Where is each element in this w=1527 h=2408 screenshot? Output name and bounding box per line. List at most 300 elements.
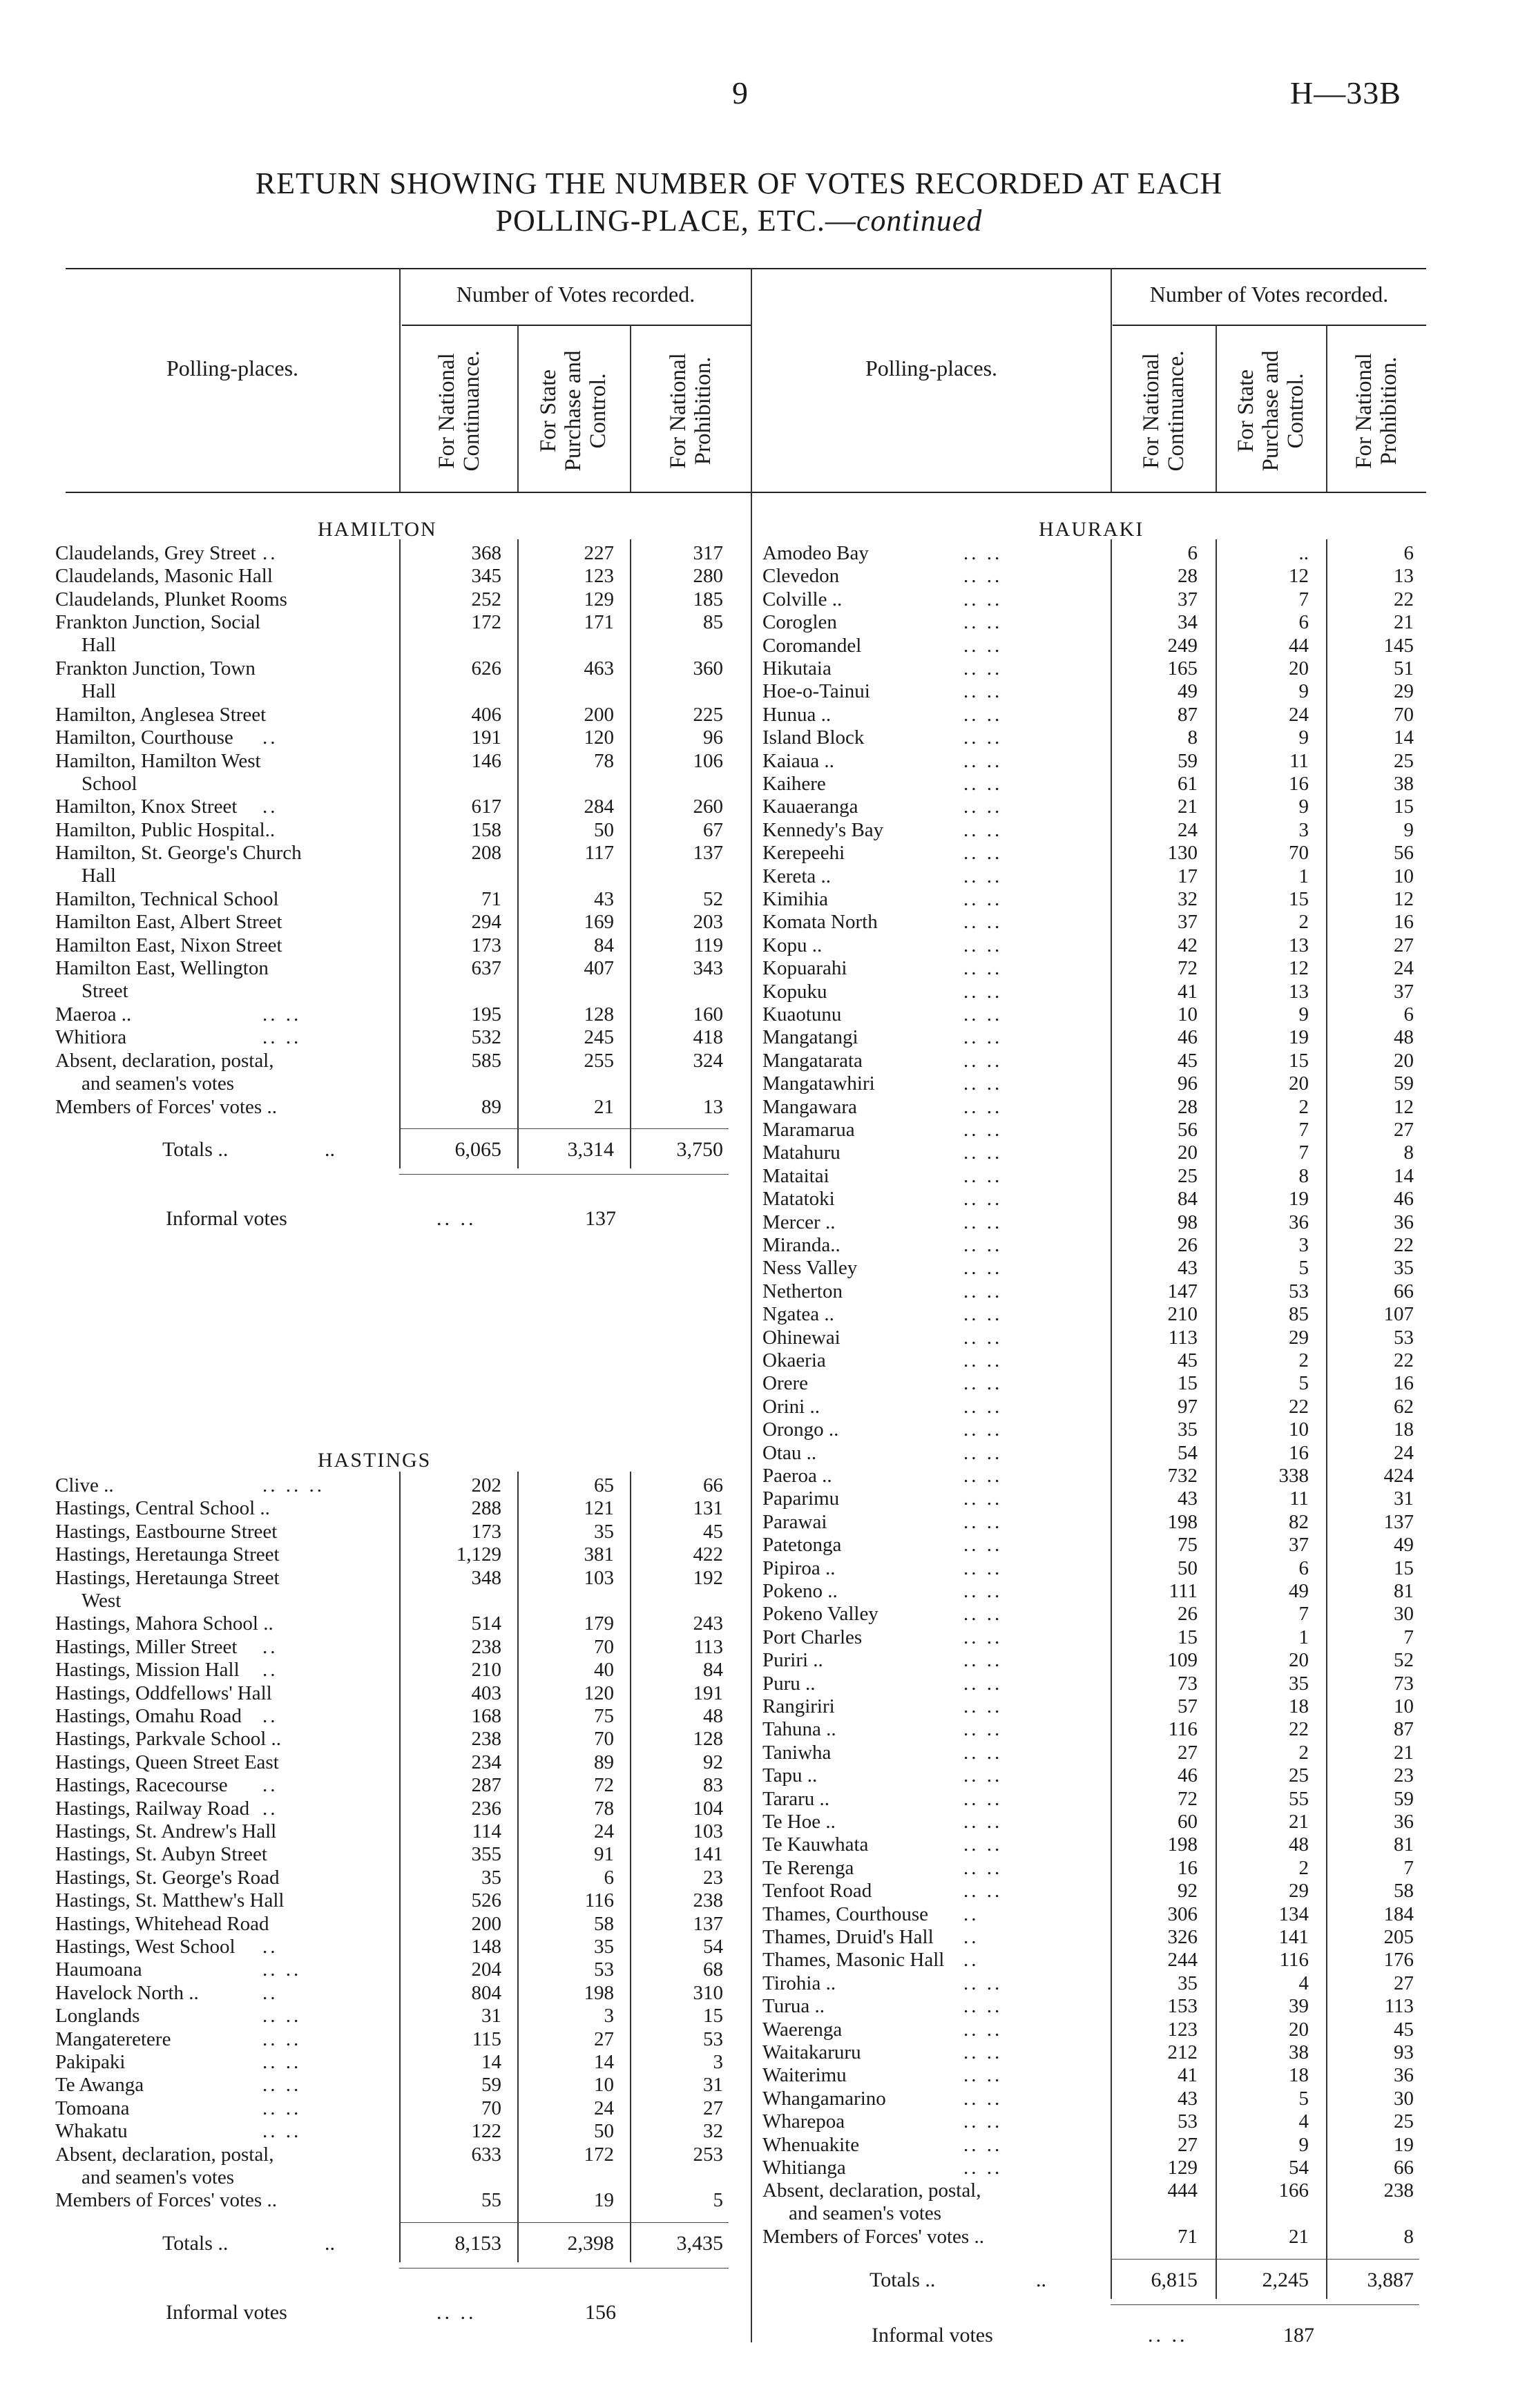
votes-state-purchase: 22: [1289, 1718, 1309, 1741]
leader-dots: .. ..: [963, 1649, 1003, 1672]
leader-dots: .. ..: [963, 2110, 1003, 2133]
number-of-votes-header-left: Number of Votes recorded.: [456, 282, 695, 307]
table-row: [55, 1521, 736, 1543]
totals-bottom-rule: [1111, 2304, 1419, 2305]
votes-national-prohibition: 81: [1394, 1833, 1414, 1856]
votes-state-purchase: 9: [1298, 680, 1309, 703]
votes-state-purchase: 40: [594, 1659, 614, 1682]
leader-dots: .. ..: [963, 749, 1003, 772]
votes-national-continuance: 585: [471, 1049, 501, 1072]
table-row: [55, 2028, 736, 2051]
votes-national-continuance: 123: [1167, 2018, 1198, 2041]
polling-place-name: Pipiroa ..: [762, 1557, 836, 1579]
votes-national-prohibition: 19: [1394, 2133, 1414, 2156]
totals-rule: [399, 1128, 729, 1129]
section-heading-hastings: HASTINGS: [318, 1449, 432, 1472]
polling-place-name: Paeroa ..: [762, 1465, 832, 1487]
votes-state-purchase: 70: [594, 1635, 614, 1658]
votes-national-continuance: 326: [1167, 1926, 1198, 1948]
votes-state-purchase: 227: [584, 542, 614, 564]
leader-dots: .. ..: [963, 818, 1003, 841]
votes-national-continuance: 122: [471, 2120, 501, 2143]
votes-state-purchase: 407: [584, 957, 614, 980]
votes-national-continuance: 71: [481, 888, 501, 910]
votes-national-prohibition: 185: [693, 588, 723, 610]
polling-place-name: Tahuna ..: [762, 1718, 836, 1741]
votes-state-purchase: 18: [1289, 2064, 1309, 2087]
votes-national-continuance: 238: [471, 1635, 501, 1658]
polling-place-name: Hastings, Racecourse: [55, 1774, 228, 1797]
total-national-prohibition: 3,435: [676, 2231, 723, 2255]
votes-state-purchase: 78: [594, 1797, 614, 1820]
votes-state-purchase: 2: [1298, 1095, 1309, 1118]
document-code: H—33B: [1290, 75, 1401, 110]
votes-national-continuance: 45: [1178, 1349, 1198, 1371]
table-row: [55, 1497, 736, 1520]
leader-dots: .. ..: [963, 980, 1003, 1003]
votes-national-continuance: 59: [481, 2074, 501, 2097]
polling-place-name: Hastings, West School: [55, 1936, 236, 1958]
votes-national-prohibition: 31: [1394, 1487, 1414, 1510]
column-rule: [1111, 539, 1112, 2299]
polling-place-name: Members of Forces' votes ..: [55, 1095, 277, 1118]
votes-state-purchase: 381: [584, 1543, 614, 1566]
polling-place-name: Hastings, Whitehead Road: [55, 1912, 269, 1935]
table-row: [55, 934, 736, 957]
votes-national-prohibition: 238: [1383, 2179, 1414, 2202]
votes-state-purchase: 200: [584, 703, 614, 726]
polling-place-name: Pokeno Valley: [762, 1603, 878, 1626]
votes-national-prohibition: 119: [693, 934, 723, 956]
polling-place-name: Hastings, Heretaunga Street: [55, 1566, 280, 1589]
polling-place-name: Mangateretere: [55, 2027, 171, 2050]
votes-state-purchase: 29: [1289, 1880, 1309, 1903]
informal-votes-dots: .. ..: [436, 1207, 477, 1230]
votes-national-continuance: 146: [471, 749, 501, 772]
polling-place-name: Clevedon: [762, 565, 840, 588]
votes-national-prohibition: 10: [1394, 1695, 1414, 1717]
polling-place-name: Orere: [762, 1372, 809, 1395]
votes-national-continuance: 37: [1178, 588, 1198, 610]
votes-national-prohibition: 3: [713, 2051, 723, 2073]
votes-national-continuance: 249: [1167, 634, 1198, 657]
votes-national-prohibition: 32: [703, 2120, 723, 2143]
votes-national-prohibition: 106: [693, 749, 723, 772]
votes-state-purchase: 5: [1298, 1372, 1309, 1395]
votes-national-prohibition: 52: [1394, 1649, 1414, 1672]
polling-place-name: Tenfoot Road: [762, 1880, 872, 1903]
table-row: [55, 1566, 736, 1612]
votes-national-continuance: 35: [481, 1866, 501, 1889]
votes-national-continuance: 191: [471, 726, 501, 749]
votes-state-purchase: 2: [1298, 1856, 1309, 1879]
votes-state-purchase: 10: [1289, 1418, 1309, 1441]
table-row: [55, 657, 736, 702]
votes-national-continuance: 617: [471, 796, 501, 818]
polling-place-name: Hastings, Heretaunga Street: [55, 1543, 280, 1566]
informal-votes-label: Informal votes: [872, 2323, 993, 2347]
leader-dots: .. ..: [262, 2005, 302, 2027]
table-row: [55, 726, 736, 749]
votes-state-purchase: 179: [584, 1612, 614, 1635]
votes-state-purchase: 16: [1289, 773, 1309, 795]
votes-national-prohibition: 310: [693, 1981, 723, 2004]
votes-state-purchase: 53: [594, 1958, 614, 1981]
polling-place-name: Orini ..: [762, 1395, 820, 1418]
table-row: [55, 1096, 736, 1119]
votes-state-purchase: 116: [1279, 1949, 1309, 1972]
polling-place-name: Waerenga: [762, 2018, 843, 2041]
table-row: [55, 957, 736, 1003]
leader-dots: .. ..: [963, 1510, 1003, 1533]
votes-national-prohibition: 24: [1394, 957, 1414, 980]
votes-national-continuance: 252: [471, 588, 501, 610]
votes-national-continuance: 348: [471, 1566, 501, 1589]
votes-national-continuance: 200: [471, 1912, 501, 1935]
leader-dots: ..: [262, 1635, 278, 1658]
votes-national-prohibition: 103: [693, 1820, 723, 1842]
leader-dots: .. .. ..: [262, 1474, 325, 1496]
votes-national-prohibition: 27: [703, 2097, 723, 2119]
polling-place-name: Hamilton, Courthouse: [55, 726, 233, 749]
leader-dots: .. ..: [963, 1764, 1003, 1787]
votes-state-purchase: 11: [1289, 1487, 1309, 1510]
votes-state-purchase: 20: [1289, 1649, 1309, 1672]
leader-dots: .. ..: [963, 1234, 1003, 1256]
total-national-continuance: 6,065: [454, 1138, 501, 1161]
total-national-continuance: 6,815: [1151, 2268, 1198, 2291]
votes-national-prohibition: 176: [1383, 1949, 1414, 1972]
votes-national-prohibition: 184: [1383, 1903, 1414, 1925]
votes-national-continuance: 198: [1167, 1510, 1198, 1533]
votes-national-prohibition: 21: [1394, 611, 1414, 634]
votes-state-purchase: 8: [1298, 1164, 1309, 1187]
header-top-rule: [66, 268, 1426, 269]
votes-national-continuance: 403: [471, 1682, 501, 1704]
leader-dots: .. ..: [963, 2133, 1003, 2156]
votes-state-purchase: 141: [1278, 1926, 1309, 1948]
votes-state-purchase: 54: [1289, 2157, 1309, 2179]
votes-national-prohibition: 203: [693, 911, 723, 934]
votes-national-continuance: 41: [1178, 980, 1198, 1003]
votes-national-prohibition: 145: [1383, 634, 1414, 657]
votes-national-prohibition: 68: [703, 1958, 723, 1981]
votes-state-purchase: 48: [1289, 1833, 1309, 1856]
votes-national-prohibition: 6: [1403, 1003, 1414, 1025]
votes-national-continuance: 130: [1167, 842, 1198, 865]
votes-state-purchase: 103: [584, 1566, 614, 1589]
votes-national-continuance: 116: [1168, 1718, 1198, 1741]
votes-national-continuance: 637: [471, 957, 501, 980]
votes-national-continuance: 6: [1187, 542, 1198, 564]
polling-place-name: Frankton Junction, Social: [55, 611, 261, 634]
polling-place-name: Whakatu: [55, 2120, 128, 2143]
votes-national-continuance: 306: [1167, 1903, 1198, 1925]
table-row: [55, 2120, 736, 2143]
leader-dots: .. ..: [963, 1534, 1003, 1557]
leader-dots: ..: [262, 1705, 278, 1727]
header-vrule: [630, 325, 631, 492]
votes-national-continuance: 92: [1178, 1880, 1198, 1903]
table-row: [55, 565, 736, 588]
votes-national-prohibition: 83: [703, 1774, 723, 1797]
votes-national-continuance: 173: [471, 934, 501, 956]
column-rule: [399, 539, 401, 1168]
votes-state-purchase: 172: [584, 2143, 614, 2166]
votes-national-prohibition: 10: [1394, 865, 1414, 887]
votes-state-purchase: 39: [1289, 1995, 1309, 2018]
votes-national-continuance: 195: [471, 1003, 501, 1025]
polling-place-name: Matatoki: [762, 1188, 835, 1211]
votes-national-continuance: 31: [481, 2005, 501, 2027]
votes-state-purchase: 15: [1289, 888, 1309, 910]
votes-state-purchase: 463: [584, 657, 614, 680]
votes-national-prohibition: 12: [1394, 1095, 1414, 1118]
votes-national-prohibition: 104: [693, 1797, 723, 1820]
leader-dots: .. ..: [262, 2074, 302, 2097]
votes-national-prohibition: 38: [1394, 773, 1414, 795]
votes-national-continuance: 210: [471, 1659, 501, 1682]
table-row: [55, 1867, 736, 1889]
polling-place-name: Kimihia: [762, 888, 829, 910]
votes-national-prohibition: 31: [703, 2074, 723, 2097]
polling-place-name: Kaihere: [762, 773, 826, 795]
votes-national-continuance: 20: [1178, 1142, 1198, 1164]
polling-place-name: Komata North: [762, 911, 878, 934]
table-row: [55, 1820, 736, 1843]
polling-place-name: Island Block: [762, 726, 865, 749]
polling-place-name: Hastings, Central School ..: [55, 1497, 270, 1520]
votes-national-prohibition: 8: [1403, 2226, 1414, 2248]
polling-place-name: Otau ..: [762, 1441, 817, 1464]
table-row: [55, 1751, 736, 1774]
votes-national-prohibition: 107: [1383, 1303, 1414, 1326]
table-row: [55, 1936, 736, 1958]
votes-national-prohibition: 85: [703, 611, 723, 634]
polling-place-name: Hamilton, St. George's Church: [55, 842, 302, 865]
votes-state-purchase: 171: [584, 611, 614, 634]
votes-state-purchase: 15: [1289, 1049, 1309, 1072]
polling-place-name: Hamilton, Technical School: [55, 888, 279, 910]
col-header-national-prohibition: For National Prohibition.: [666, 353, 716, 469]
votes-state-purchase: 24: [594, 1820, 614, 1842]
polling-place-name: Kuaotunu: [762, 1003, 842, 1025]
header-vrule: [1326, 325, 1327, 492]
column-rule: [517, 539, 519, 1168]
votes-national-continuance: 27: [1178, 2133, 1198, 2156]
leader-dots: .. ..: [963, 1580, 1003, 1602]
votes-national-continuance: 28: [1178, 1095, 1198, 1118]
votes-national-continuance: 98: [1178, 1211, 1198, 1233]
leader-dots: .. ..: [963, 1026, 1003, 1049]
totals-dots: ..: [325, 2231, 335, 2255]
informal-votes-value: 137: [585, 1207, 616, 1230]
votes-state-purchase: 19: [1289, 1026, 1309, 1049]
polling-place-name: Maramarua: [762, 1119, 855, 1141]
votes-national-continuance: 236: [471, 1797, 501, 1820]
votes-national-prohibition: 93: [1394, 2041, 1414, 2063]
votes-state-purchase: 25: [1289, 1764, 1309, 1787]
votes-national-prohibition: 141: [693, 1843, 723, 1866]
votes-state-purchase: 7: [1298, 1603, 1309, 1626]
votes-national-prohibition: 424: [1383, 1465, 1414, 1487]
polling-place-name: Hastings, St. Aubyn Street: [55, 1843, 267, 1866]
polling-place-name-continued: Street: [81, 980, 128, 1003]
votes-state-purchase: 18: [1289, 1695, 1309, 1717]
votes-state-purchase: 3: [1298, 1234, 1309, 1256]
votes-national-prohibition: 280: [693, 565, 723, 588]
votes-national-continuance: 49: [1178, 680, 1198, 703]
votes-national-continuance: 56: [1178, 1119, 1198, 1141]
votes-national-prohibition: 21: [1394, 1741, 1414, 1764]
leader-dots: ..: [963, 1926, 979, 1948]
votes-national-prohibition: 48: [1394, 1026, 1414, 1049]
polling-place-name: Taniwha: [762, 1741, 832, 1764]
polling-place-name: Absent, declaration, postal,: [762, 2179, 981, 2202]
votes-state-purchase: 53: [1289, 1280, 1309, 1302]
votes-national-continuance: 57: [1178, 1695, 1198, 1717]
votes-national-continuance: 87: [1178, 703, 1198, 726]
votes-state-purchase: 117: [584, 842, 614, 865]
table-row: [55, 1612, 736, 1635]
votes-state-purchase: 2: [1298, 1349, 1309, 1371]
votes-national-continuance: 16: [1178, 1856, 1198, 1879]
table-row: [55, 611, 736, 657]
polling-place-name: Hoe-o-Tainui: [762, 680, 870, 703]
votes-national-continuance: 234: [471, 1751, 501, 1773]
total-national-prohibition: 3,887: [1367, 2268, 1414, 2291]
votes-national-continuance: 147: [1167, 1280, 1198, 1302]
leader-dots: .. ..: [963, 1072, 1003, 1095]
votes-national-prohibition: 225: [693, 703, 723, 726]
votes-national-prohibition: 49: [1394, 1534, 1414, 1557]
votes-national-prohibition: 128: [693, 1728, 723, 1751]
votes-state-purchase: 89: [594, 1751, 614, 1773]
votes-national-continuance: 210: [1167, 1303, 1198, 1326]
polling-place-name: Hamilton East, Albert Street: [55, 911, 282, 934]
leader-dots: .. ..: [963, 1672, 1003, 1695]
votes-national-prohibition: 37: [1394, 980, 1414, 1003]
votes-national-prohibition: 27: [1394, 934, 1414, 956]
leader-dots: .. ..: [262, 1026, 302, 1049]
votes-national-continuance: 8: [1187, 726, 1198, 749]
leader-dots: .. ..: [963, 1557, 1003, 1579]
votes-national-continuance: 514: [471, 1612, 501, 1635]
leader-dots: ..: [262, 796, 278, 818]
votes-national-continuance: 89: [481, 1095, 501, 1118]
leader-dots: .. ..: [963, 1603, 1003, 1626]
totals-dots: ..: [1036, 2268, 1046, 2291]
votes-national-prohibition: 192: [693, 1566, 723, 1589]
leader-dots: .. ..: [963, 2157, 1003, 2179]
leader-dots: .. ..: [963, 796, 1003, 818]
totals-bottom-rule: [399, 2268, 729, 2269]
votes-state-purchase: 198: [584, 1981, 614, 2004]
votes-state-purchase: 20: [1289, 1072, 1309, 1095]
polling-place-name-continued: Hall: [81, 634, 116, 657]
votes-national-continuance: 148: [471, 1936, 501, 1958]
votes-state-purchase: 75: [594, 1705, 614, 1727]
polling-place-name: Hikutaia: [762, 657, 832, 680]
votes-state-purchase: 19: [594, 2189, 614, 2212]
polling-place-name: Longlands: [55, 2005, 140, 2027]
votes-state-purchase: ..: [1298, 542, 1309, 564]
polling-place-name: Hastings, Queen Street East: [55, 1751, 279, 1773]
polling-place-name: Miranda..: [762, 1234, 841, 1256]
votes-national-prohibition: 418: [693, 1026, 723, 1049]
votes-national-prohibition: 23: [703, 1866, 723, 1889]
votes-national-prohibition: 13: [703, 1095, 723, 1118]
leader-dots: .. ..: [963, 588, 1003, 610]
votes-national-prohibition: 14: [1394, 726, 1414, 749]
votes-national-continuance: 15: [1178, 1372, 1198, 1395]
votes-state-purchase: 19: [1289, 1188, 1309, 1211]
polling-places-header-right: Polling-places.: [865, 356, 998, 381]
polling-place-name-continued: and seamen's votes: [789, 2202, 942, 2225]
leader-dots: .. ..: [963, 634, 1003, 657]
table-row: [55, 588, 736, 611]
votes-national-continuance: 202: [471, 1474, 501, 1496]
leader-dots: .. ..: [963, 680, 1003, 703]
totals-rule: [1111, 2259, 1419, 2260]
votes-national-prohibition: 15: [703, 2005, 723, 2027]
votes-national-continuance: 17: [1178, 865, 1198, 887]
votes-national-continuance: 72: [1178, 1787, 1198, 1810]
polling-place-name: Turua ..: [762, 1995, 825, 2018]
leader-dots: .. ..: [963, 2064, 1003, 2087]
leader-dots: ..: [963, 1903, 979, 1925]
votes-state-purchase: 3: [1298, 818, 1309, 841]
votes-state-purchase: 284: [584, 796, 614, 818]
votes-national-prohibition: 87: [1394, 1718, 1414, 1741]
polling-place-name: Tapu ..: [762, 1764, 818, 1787]
polling-place-name: Rangiriri: [762, 1695, 835, 1717]
table-row: [55, 2074, 736, 2097]
votes-national-continuance: 14: [481, 2051, 501, 2073]
leader-dots: .. ..: [963, 1372, 1003, 1395]
leader-dots: .. ..: [963, 1395, 1003, 1418]
table-row: [55, 2005, 736, 2027]
votes-national-prohibition: 59: [1394, 1072, 1414, 1095]
leader-dots: .. ..: [963, 1695, 1003, 1717]
votes-national-prohibition: 25: [1394, 749, 1414, 772]
leader-dots: .. ..: [963, 1280, 1003, 1302]
polling-place-name: Orongo ..: [762, 1418, 839, 1441]
votes-national-prohibition: 92: [703, 1751, 723, 1773]
votes-national-prohibition: 22: [1394, 1349, 1414, 1371]
votes-national-prohibition: 30: [1394, 1603, 1414, 1626]
polling-place-name: Wharepoa: [762, 2110, 845, 2133]
polling-place-name: Hastings, Railway Road: [55, 1797, 250, 1820]
votes-national-continuance: 21: [1178, 796, 1198, 818]
votes-national-continuance: 37: [1178, 911, 1198, 934]
polling-place-name: Ohinewai: [762, 1326, 841, 1349]
votes-national-prohibition: 20: [1394, 1049, 1414, 1072]
section-heading-hauraki: HAURAKI: [1039, 518, 1144, 541]
polling-place-name: Kereta ..: [762, 865, 832, 887]
totals-dots: ..: [325, 1138, 335, 1161]
polling-place-name: Whenuakite: [762, 2133, 860, 2156]
title-line-1: RETURN SHOWING THE NUMBER OF VOTES RECORDED AT EACH: [255, 166, 1223, 200]
informal-votes-value: 187: [1283, 2323, 1314, 2347]
polling-place-name: Haumoana: [55, 1958, 142, 1981]
votes-national-prohibition: 58: [1394, 1880, 1414, 1903]
leader-dots: .. ..: [963, 726, 1003, 749]
votes-national-prohibition: 52: [703, 888, 723, 910]
votes-national-prohibition: 30: [1394, 2087, 1414, 2110]
polling-place-name: Hastings, Omahu Road: [55, 1705, 242, 1727]
votes-national-continuance: 158: [471, 818, 501, 841]
